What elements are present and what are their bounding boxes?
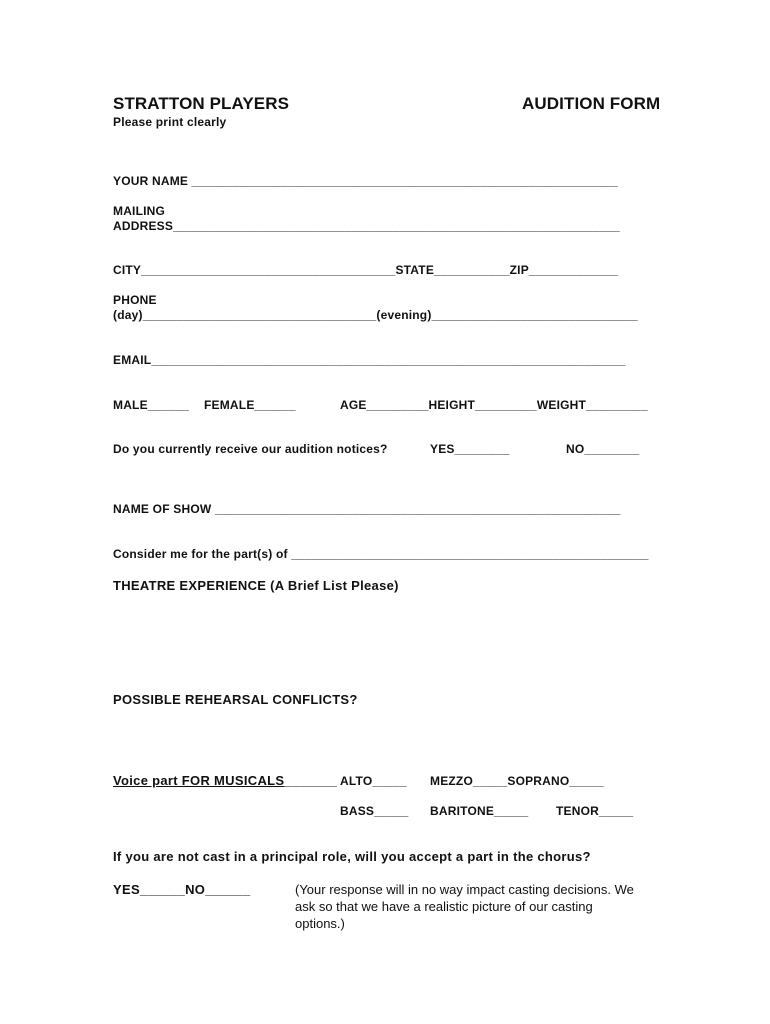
address-field[interactable]: ADDRESS_________________________________________________________________: [113, 219, 620, 233]
chorus-yes-no-field[interactable]: YES______NO______: [113, 882, 251, 897]
chorus-question: If you are not cast in a principal role, will you accept a part in the chorus?: [113, 849, 591, 864]
mezzo-soprano-field[interactable]: MEZZO_____SOPRANO_____: [430, 774, 604, 788]
print-instruction: Please print clearly: [113, 115, 227, 129]
conflicts-heading: POSSIBLE REHEARSAL CONFLICTS?: [113, 692, 358, 707]
notices-no-field[interactable]: NO________: [566, 442, 640, 456]
form-title: AUDITION FORM: [522, 94, 661, 113]
notices-question: Do you currently receive our audition notices?: [113, 442, 388, 456]
bass-field[interactable]: BASS_____: [340, 804, 409, 818]
mailing-label: MAILING: [113, 204, 166, 218]
alto-field[interactable]: ALTO_____: [340, 774, 407, 788]
phone-field[interactable]: (day)__________________________________(evening)______________________________: [113, 308, 638, 322]
your-name-field[interactable]: YOUR NAME ______________________________________________________________: [113, 174, 618, 188]
notices-yes-field[interactable]: YES________: [430, 442, 510, 456]
voice-part-label: [113, 773, 337, 788]
email-field[interactable]: EMAIL_____________________________________________________________________: [113, 353, 626, 367]
voice-part-label-text: Voice part FOR MUSICALS: [113, 773, 285, 788]
age-height-weight-field[interactable]: AGE_________HEIGHT_________WEIGHT_________: [340, 398, 648, 412]
female-field[interactable]: FEMALE______: [204, 398, 296, 412]
consider-parts-field[interactable]: Consider me for the part(s) of ____________________________________________________: [113, 547, 649, 561]
chorus-note: (Your response will in no way impact casting decisions. We ask so that we have a realistic picture of our casting options.): [295, 882, 634, 931]
phone-label: PHONE: [113, 293, 157, 307]
city-state-zip-field[interactable]: CITY_____________________________________STATE___________ZIP_____________: [113, 263, 619, 277]
male-field[interactable]: MALE______: [113, 398, 190, 412]
baritone-field[interactable]: BARITONE_____: [430, 804, 529, 818]
name-of-show-field[interactable]: NAME OF SHOW ___________________________________________________________: [113, 502, 621, 516]
experience-heading: THEATRE EXPERIENCE (A Brief List Please): [113, 578, 399, 593]
tenor-field[interactable]: TENOR_____: [556, 804, 634, 818]
voice-part-label-line: _______: [284, 773, 338, 788]
org-title: STRATTON PLAYERS: [113, 94, 290, 113]
